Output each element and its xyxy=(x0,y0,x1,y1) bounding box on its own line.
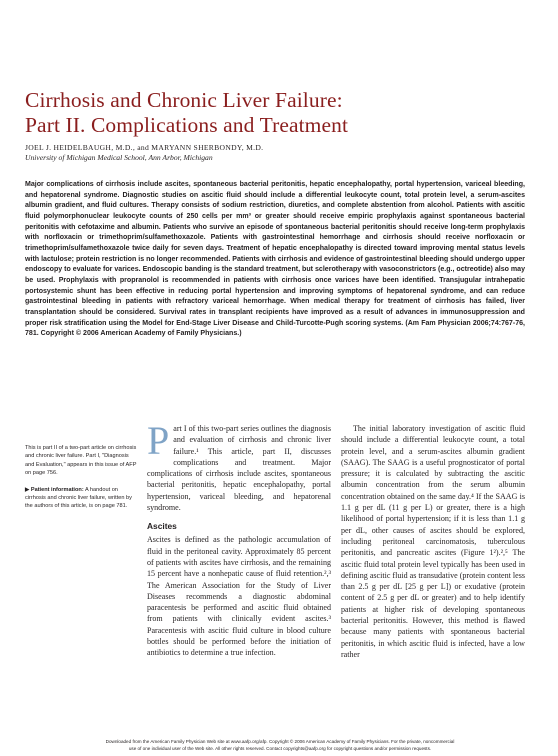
affiliation: University of Michigan Medical School, Ann Arbor, Michigan xyxy=(25,153,213,162)
footer-line-2: use of one individual user of the Web site. All other rights reserved. Contact copyrights@aafp.org for copyright questions and/or permission requests. xyxy=(128,746,432,751)
article-title xyxy=(25,88,535,138)
authors: JOEL J. HEIDELBAUGH, M.D., and MARYANN SHERBONDY, M.D. xyxy=(25,143,264,152)
patient-information xyxy=(25,486,137,511)
body-column-1 xyxy=(147,418,331,659)
article-title-line-2: Part II. Complications and Treatment xyxy=(25,113,349,137)
sidebar xyxy=(25,444,137,519)
body-column-2 xyxy=(341,423,525,660)
patient-information-heading: ▶ Patient information: xyxy=(25,486,84,493)
article-title-line-1: Cirrhosis and Chronic Liver Failure: xyxy=(25,88,343,112)
sidebar-note: This is part II of a two-part article on cirrhosis and chronic liver failure. Part I, "Diagnosis and Evaluation," appears in this issue of AFP on page 756. xyxy=(25,445,137,477)
patient-information-text: A handout on cirrhosis and chronic liver failure, written by the authors of this article, is on page 781. xyxy=(25,486,132,510)
drop-cap: P xyxy=(147,418,170,463)
footer xyxy=(25,738,535,752)
abstract: Major complications of cirrhosis include ascites, spontaneous bacterial peritonitis, hepatic encephalopathy, portal hypertension, variceal bleeding, and hepatorenal syndrome. Diagnostic studies on ascitic fluid should include a differential leukocyte count, total protein level, a serum-ascites albumin gradient, and fluid cultures. Therapy consists of sodium restriction, diuretics, and complete abstention from alcohol. Patients with ascitic fluid polymorphonuclear leukocyte counts of 250 cells per mm³ or greater should receive empiric prophylaxis against spontaneous bacterial peritonitis with cefotaxime and albumin. Patients who survive an episode of spontaneous bacterial peritonitis should receive long-term prophylaxis with norfloxacin or trimethoprim/sulfamethoxazole. Patients with gastrointestinal hemorrhage and cirrhosis should receive norfloxacin or trimethoprim/sulfamethoxazole twice daily for seven days. Treatment of hepatic encephalopathy is directed toward improving mental status levels with lactulose; protein restriction is no longer recommended. Patients with cirrhosis and evidence of gastrointestinal bleeding should undergo upper endoscopy to evaluate for varices. Endoscopic banding is the standard treatment, but sclerotherapy with vasoconstrictors (e.g., octreotide) also may be used. Prophylaxis with propranolol is recommended in patients with cirrhosis once varices have been identified. Transjugular intrahepatic portosystemic shunt has been effective in reducing portal hypertension and improving symptoms of hepatorenal syndrome, and can reduce gastrointestinal bleeding in patients with refractory variceal hemorrhage. When medical therapy for treatment of cirrhosis has failed, liver transplantation should be considered. Survival rates in transplant recipients have improved as a result of advances in immunosuppression and proper risk stratification using the Model for End-Stage Liver Disease and Child-Turcotte-Pugh scoring systems. (Am Fam Physician 2006;74:767-76, 781. Copyright © 2006 American Academy of Family Physicians.) xyxy=(25,181,525,338)
lab-investigation-paragraph: The initial laboratory investigation of ascitic fluid should include a differential leukocyte count, a total protein level, and a serum-ascites albumin gradient (SAAG). The SAAG is a useful prognosticator of portal pressure; it is calculated by subtracting the ascitic albumin concentration from the serum albumin concentration obtained on the same day.⁴ If the SAAG is 1.1 g per dL (11 g per L) or greater, there is a high likelihood of portal hypertension; if it is less than 1.1 g per dL, other causes of ascites should be explored, including peritoneal carcinomatosis, tuberculous peritonitis, and pancreatic ascites (Figure 1²).²,⁵ The ascitic fluid total protein level typically has been used in defining ascitic fluid as transudative (protein content less than 2.5 g per dL [25 g per L]) or exudative (protein content of 2.5 g per dL or greater) and to help identify patients at higher risk of developing spontaneous bacterial peritonitis. However, this method is flawed because many patients with spontaneous bacterial peritonitis, in which ascitic fluid is infected, have a low rather xyxy=(341,424,525,659)
section-heading-ascites: Ascites xyxy=(147,521,177,532)
footer-line-1: Downloaded from the American Family Physician Web site at www.aafp.org/afp. Copyright © 2006 American Academy of Family Physicians. For the private, noncommercial xyxy=(105,739,455,744)
intro-paragraph: art I of this two-part series outlines the diagnosis and evaluation of cirrhosis and chronic liver failure.¹ This article, part II, discusses complications and treatment. Major complications of cirrhosis include ascites, spontaneous bacterial peritonitis, hepatic encephalopathy, portal hypertension, variceal bleeding, and hepatorenal syndrome. xyxy=(147,424,331,513)
ascites-paragraph: Ascites is defined as the pathologic accumulation of fluid in the peritoneal cavity. Approximately 85 percent of patients with ascites have cirrhosis, and the remaining 15 percent have a nonhepatic cause of fluid retention.²,³ The American Association for the Study of Liver Diseases recommends a diagnostic abdominal paracentesis be performed and ascitic fluid obtained from patients with clinically evident ascites.³ Paracentesis with ascitic fluid culture in blood culture bottles should be performed before the initiation of antibiotics to determine a true infection. xyxy=(147,535,331,658)
